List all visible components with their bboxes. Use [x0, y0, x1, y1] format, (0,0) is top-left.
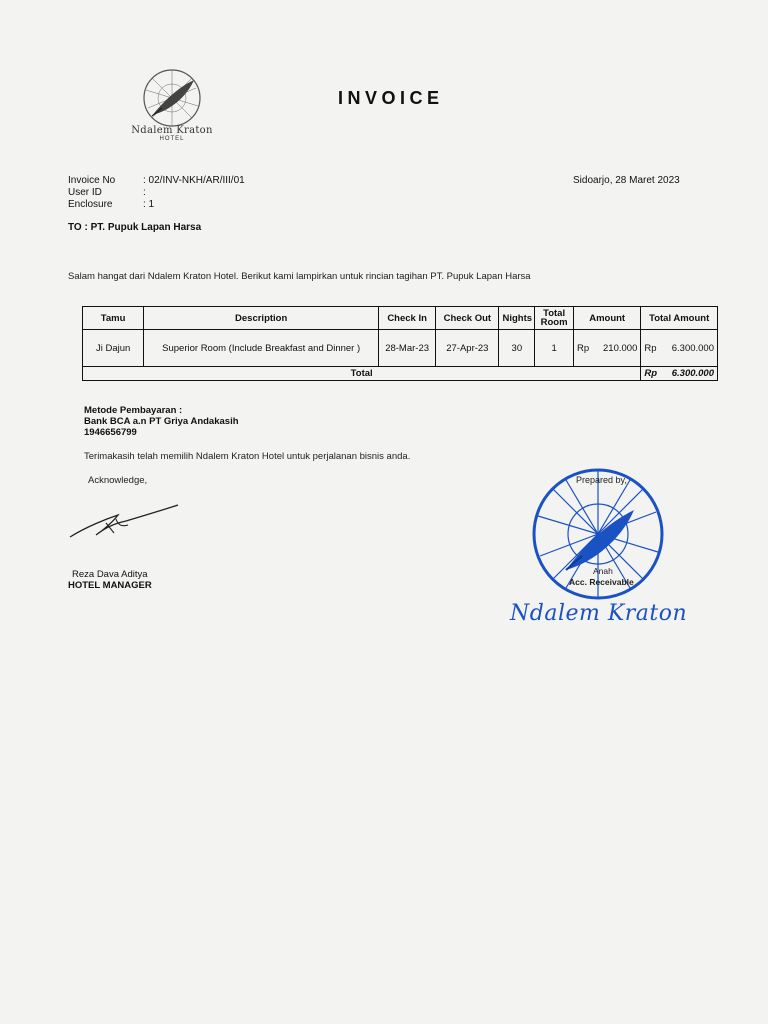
preparer-name: Anah [593, 566, 613, 576]
enclosure-value: : 1 [143, 199, 155, 210]
preparer-role: Acc. Receivable [569, 577, 634, 587]
cell-rooms: 1 [535, 330, 574, 367]
col-header: Check Out [436, 307, 499, 330]
thanks-text: Terimakasih telah memilih Ndalem Kraton Hotel untuk perjalanan bisnis anda. [84, 451, 411, 462]
grand-total-cell [641, 367, 718, 381]
col-header: Total Room [535, 307, 574, 330]
cell-tamu: Ji Dajun [83, 330, 144, 367]
meta-values [143, 175, 245, 211]
page-title: INVOICE [338, 88, 444, 108]
total-label: Total [83, 367, 641, 381]
invoice-no-label: Invoice No [68, 175, 116, 186]
invoice-table [82, 306, 718, 381]
meta-labels [68, 175, 115, 211]
grand-total-currency: Rp [644, 368, 658, 379]
user-id-value: : [143, 187, 146, 198]
manager-signature-icon [66, 497, 186, 547]
col-header: Amount [573, 307, 640, 330]
acknowledge-label: Acknowledge, [88, 475, 148, 486]
manager-name: Reza Dava Aditya [72, 569, 148, 580]
amount-value: 210.000 [603, 342, 638, 354]
cell-check-in: 28-Mar-23 [379, 330, 436, 367]
cell-description: Superior Room (Include Breakfast and Dinner ) [144, 330, 379, 367]
invoice-no-value: : 02/INV-NKH/AR/III/01 [143, 175, 245, 186]
col-header: Check In [379, 307, 436, 330]
table-row [83, 330, 718, 367]
table-header-row [83, 307, 718, 330]
cell-check-out: 27-Apr-23 [436, 330, 499, 367]
grand-total-value: 6.300.000 [671, 368, 714, 379]
cell-amount [573, 330, 640, 367]
payment-bank: Bank BCA a.n PT Griya Andakasih [84, 416, 239, 427]
user-id-label: User ID [68, 187, 102, 198]
payment-account: 1946656799 [84, 427, 137, 438]
col-header: Description [144, 307, 379, 330]
enclosure-label: Enclosure [68, 199, 113, 210]
invoice-date: Sidoarjo, 28 Maret 2023 [573, 175, 680, 186]
col-header: Nights [499, 307, 535, 330]
amount-currency: Rp [576, 342, 590, 354]
logo-name: Ndalem Kraton [131, 125, 213, 136]
payment-method [84, 405, 239, 438]
col-header: Tamu [83, 307, 144, 330]
cell-nights: 30 [499, 330, 535, 367]
payment-heading: Metode Pembayaran : [84, 405, 183, 416]
stamp-hotel-name: Ndalem Kraton [510, 601, 688, 626]
greeting-text: Salam hangat dari Ndalem Kraton Hotel. Berikut kami lampirkan untuk rincian tagihan PT. Pupuk Lapan Harsa [68, 271, 531, 282]
manager-title: HOTEL MANAGER [68, 580, 152, 591]
logo-subtitle: HOTEL [159, 136, 185, 142]
total-currency: Rp [644, 342, 657, 354]
prepared-by-label: Prepared by, [576, 475, 627, 485]
table-total-row [83, 367, 718, 381]
total-value: 6.300.000 [671, 342, 714, 354]
col-header: Total Amount [641, 307, 718, 330]
recipient: TO : PT. Pupuk Lapan Harsa [68, 222, 202, 233]
cell-total-amount [641, 330, 718, 367]
